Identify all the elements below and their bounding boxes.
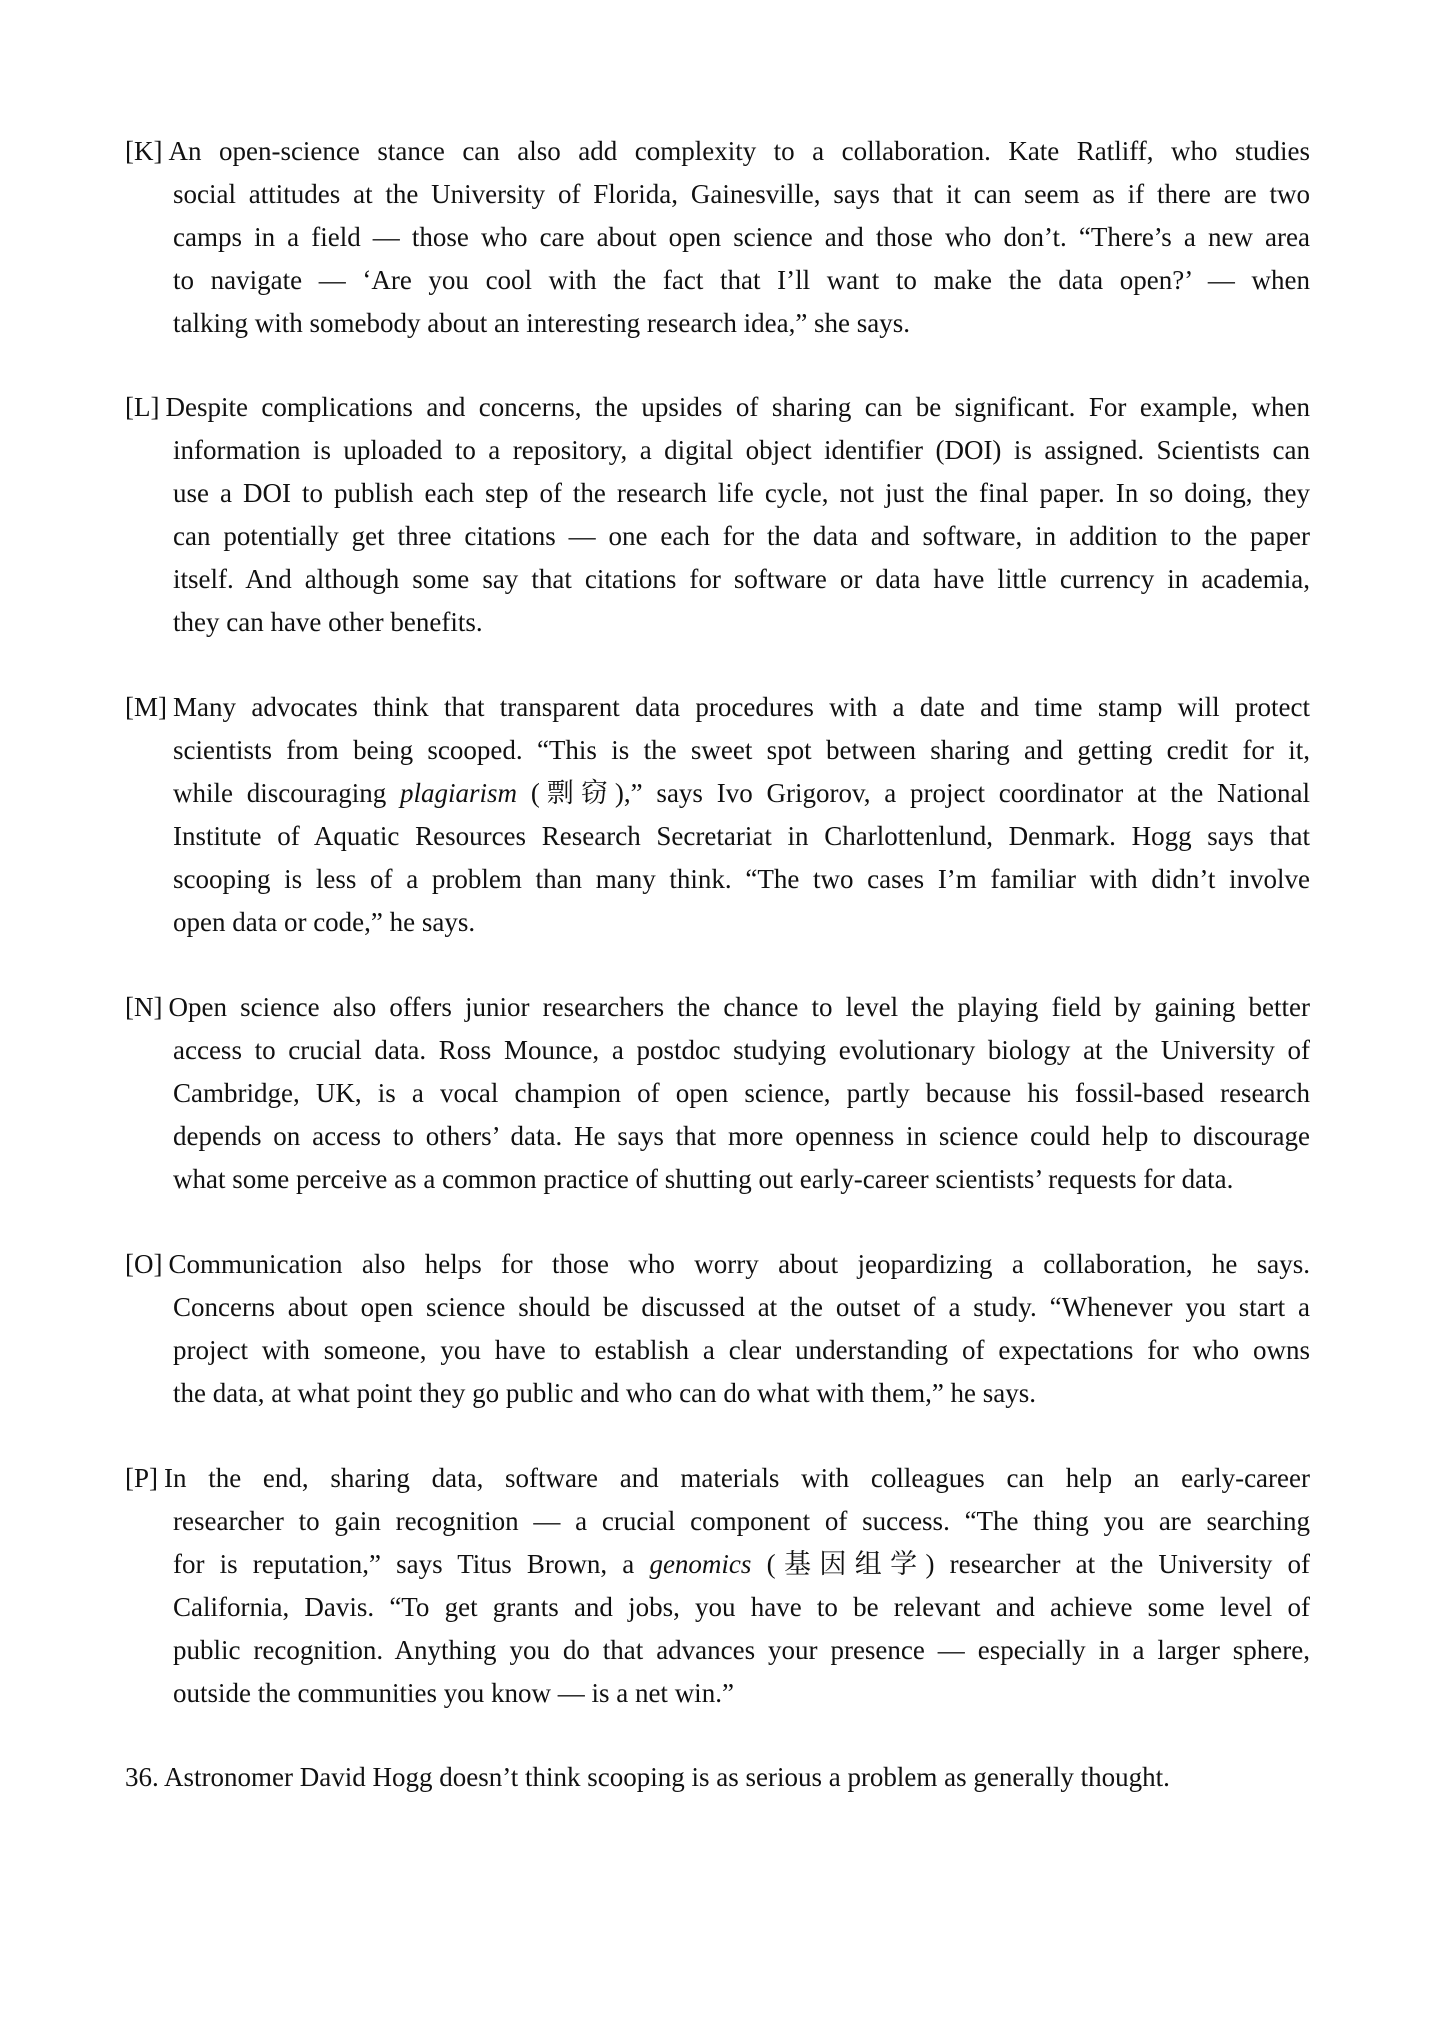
glossed-term: plagiarism [400, 778, 518, 808]
paragraph-n: [N] Open science also offers junior researchers the chance to level the playing field by gaining better access to crucial data. Ross Mounce, a postdoc studying evolutionary biology at the University of Cambridge, UK, is a vocal champion of open science, partly because his fossil-based research depends on access to others’ data. He says that more openness in science could help to discourage what some perceive as a common practice of shutting out early-career scientists’ requests for data. [125, 992, 1310, 1194]
paragraph-label: [O] [125, 1249, 163, 1279]
paragraph-label: [K] [125, 136, 163, 166]
chinese-gloss: (基因组学) [766, 1549, 935, 1579]
chinese-gloss: (剽窃), [530, 778, 631, 808]
paragraph-label: [P] [125, 1463, 158, 1493]
question-text: Astronomer David Hogg doesn’t think scooping is as serious a problem as generally thought. [164, 1762, 1170, 1792]
paragraph-label: [M] [125, 692, 167, 722]
paragraph-o: [O] Communication also helps for those who worry about jeopardizing a collaboration, he says. Concerns about open science should be discussed at the outset of a study. “Whenever you start a project with someone, you have to establish a clear understanding of expectations for who owns the data, at what point they go public and who can do what with them,” he says. [125, 1249, 1310, 1408]
paragraph-label: [L] [125, 392, 160, 422]
paragraph-l: [L] Despite complications and concerns, the upsides of sharing can be significant. For example, when information is uploaded to a repository, a digital object identifier (DOI) is assigned. Scientists can use a DOI to publish each step of the research life cycle, not just the final paper. In so doing, they can potentially get three citations — one each for the data and software, in addition to the paper itself. And although some say that citations for software or data have little currency in academia, they can have other benefits. [125, 392, 1310, 637]
paragraph-m: [M] Many advocates think that transparent data procedures with a date and time stamp will protect scientists from being scooped. “This is the sweet spot between sharing and getting credit for it, while discouraging plagiarism (剽窃),” says Ivo Grigorov, a project coordinator at the National Institute of Aquatic Resources Research Secretariat in Charlottenlund, Denmark. Hogg says that scooping is less of a problem than many think. “The two cases I’m familiar with didn’t involve open data or code,” he says. [125, 692, 1310, 937]
paragraph-k: [K] An open-science stance can also add complexity to a collaboration. Kate Ratliff, who studies social attitudes at the University of Florida, Gainesville, says that it can seem as if there are two camps in a field — those who care about open science and those who don’t. “There’s a new area to navigate — ‘Are you cool with the fact that I’ll want to make the data open?’ — when talking with somebody about an interesting research idea,” she says. [125, 136, 1310, 338]
paragraph-p: [P] In the end, sharing data, software and materials with colleagues can help an early-career researcher to gain recognition — a crucial component of success. “The thing you are searching for is reputation,” says Titus Brown, a genomics (基因组学) researcher at the University of California, Davis. “To get grants and jobs, you have to be relevant and achieve some level of public recognition. Anything you do that advances your presence — especially in a larger sphere, outside the communities you know — is a net win.” [125, 1463, 1310, 1708]
question-36 [125, 1756, 1310, 1799]
question-number: 36. [125, 1762, 159, 1792]
glossed-term: genomics [649, 1549, 752, 1579]
paragraph-label: [N] [125, 992, 163, 1022]
